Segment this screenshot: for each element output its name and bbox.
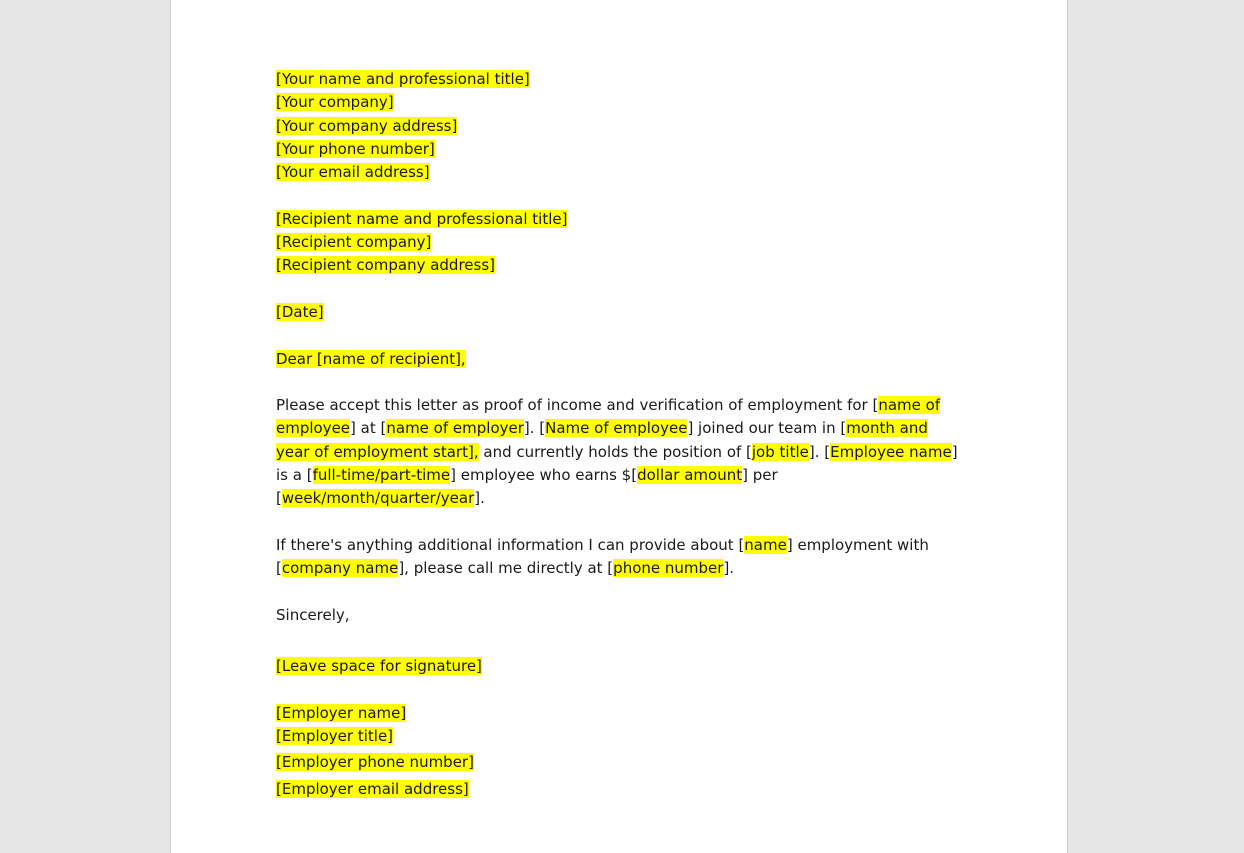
placeholder-name: name — [744, 535, 787, 554]
placeholder-dollar-amount: dollar amount — [637, 466, 743, 485]
paragraph-text: ] employee who earns $[ — [450, 466, 638, 485]
placeholder-employee-name: name of employee — [276, 396, 941, 438]
sender-company: [Your company] — [276, 93, 394, 112]
paragraph-text: ]. [ — [808, 442, 831, 461]
recipient-company-address: [Recipient company address] — [276, 256, 496, 275]
date-placeholder: [Date] — [276, 302, 324, 321]
placeholder-job-title: job title — [751, 442, 809, 461]
paragraph-text: ] at [ — [350, 419, 387, 438]
employer-block-line — [276, 702, 966, 725]
blank-line — [276, 278, 966, 301]
signature-line — [276, 655, 966, 678]
sender-block-line — [276, 161, 966, 184]
employer-title: [Employer title] — [276, 727, 394, 746]
paragraph-text: ], please call me directly at [ — [398, 559, 614, 578]
blank-line — [276, 371, 966, 394]
salutation: Dear [name of recipient], — [276, 349, 466, 368]
blank-line — [276, 678, 966, 701]
letter-body[interactable] — [276, 68, 966, 801]
sender-email: [Your email address] — [276, 163, 430, 182]
paragraph-text: ]. — [474, 489, 485, 508]
blank-line — [276, 184, 966, 207]
placeholder-company-name: company name — [281, 559, 399, 578]
blank-line — [276, 627, 966, 655]
employer-block-line — [276, 751, 966, 774]
salutation-line — [276, 348, 966, 371]
paragraph-text: ] is a [ — [276, 442, 958, 485]
paragraph-text: and currently holds the position of [ — [478, 442, 752, 461]
blank-line — [276, 581, 966, 604]
recipient-block-line — [276, 231, 966, 254]
sender-block-line — [276, 68, 966, 91]
blank-line — [276, 511, 966, 534]
signature-placeholder: [Leave space for signature] — [276, 657, 482, 676]
document-page[interactable] — [170, 0, 1068, 853]
sender-block-line — [276, 91, 966, 114]
sender-company-address: [Your company address] — [276, 116, 458, 135]
paragraph-contact — [276, 534, 966, 581]
employer-name: [Employer name] — [276, 703, 407, 722]
recipient-company: [Recipient company] — [276, 233, 432, 252]
paragraph-text: ] per [ — [276, 466, 778, 508]
placeholder-employer-name: name of employer — [386, 419, 524, 438]
placeholder-employment-start: month and year of employment start], — [276, 419, 928, 461]
placeholder-employment-type: full-time/part-time — [312, 466, 451, 485]
paragraph-text: If there's anything additional information I can provide about [ — [276, 535, 745, 554]
date-line — [276, 301, 966, 324]
placeholder-employee-name-3: Employee name — [830, 442, 952, 461]
paragraph-text: ] employment with [ — [276, 535, 929, 578]
employer-block-line — [276, 778, 966, 801]
recipient-name-title: [Recipient name and professional title] — [276, 209, 568, 228]
paragraph-income-verification — [276, 394, 966, 510]
placeholder-phone-number: phone number — [613, 559, 724, 578]
sender-block-line — [276, 115, 966, 138]
employer-email: [Employer email address] — [276, 779, 469, 798]
paragraph-text: ]. — [723, 559, 735, 578]
sender-block-line — [276, 138, 966, 161]
placeholder-pay-period: week/month/quarter/year — [281, 489, 475, 508]
placeholder-employee-name-2: Name of employee — [545, 419, 688, 438]
paragraph-text: ] joined our team in [ — [687, 419, 847, 438]
paragraph-text: Please accept this letter as proof of income and verification of employment for [ — [276, 396, 879, 415]
blank-line — [276, 324, 966, 347]
employer-block-line — [276, 725, 966, 748]
recipient-block-line — [276, 254, 966, 277]
sender-name-title: [Your name and professional title] — [276, 70, 530, 88]
paragraph-text: ]. [ — [523, 419, 546, 438]
closing: Sincerely, — [276, 605, 350, 624]
recipient-block-line — [276, 208, 966, 231]
employer-phone: [Employer phone number] — [276, 753, 474, 772]
closing-line — [276, 604, 966, 627]
sender-phone: [Your phone number] — [276, 139, 435, 158]
